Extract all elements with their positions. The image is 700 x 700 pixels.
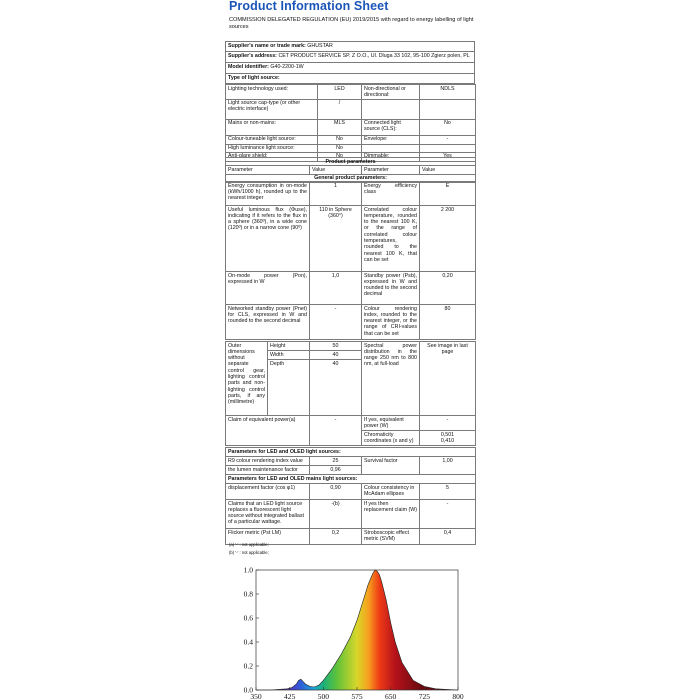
mains-row (226, 500, 476, 529)
networked-standby-label: Networked standby power (Pnet) for CLS, expressed in W and rounded to the second decimal (226, 305, 310, 340)
energy-class-label: Energy efficiency class (362, 182, 420, 206)
mains-parameters-table (225, 483, 476, 545)
spectral-power-chart (232, 560, 468, 700)
y-tick-label: 0.6 (243, 613, 253, 623)
footnote-a: (a) '-' : not applicable; (229, 542, 269, 547)
dimensions-table (225, 341, 476, 416)
col-value-1: Value (310, 166, 362, 174)
depth-label: Depth (268, 360, 310, 416)
type-value: No (318, 152, 362, 161)
type-value: No (318, 144, 362, 152)
height-label: Height (268, 342, 310, 351)
cct-value: 2 200 (420, 206, 476, 272)
col-parameter-2: Parameter (362, 166, 420, 174)
x-tick-label: 575 (351, 692, 363, 700)
mains-value: 5 (420, 484, 476, 500)
width-value: 40 (310, 351, 362, 360)
mains-value: 0,2 (310, 529, 362, 545)
equivalent-power-table (225, 415, 476, 446)
type-label: Envelope: (362, 135, 420, 144)
depth-value: 40 (310, 360, 362, 416)
x-tick-label: 650 (385, 692, 397, 700)
type-value (420, 144, 476, 152)
standby-power-value: 0,20 (420, 272, 476, 305)
mains-value: -(b) (310, 500, 362, 529)
type-label: High luminance light source: (226, 144, 318, 152)
spd-value: See image in last page (420, 342, 476, 416)
led-parameters-table (225, 447, 476, 484)
type-value: LED (318, 85, 362, 100)
type-value: NDLS (420, 85, 476, 100)
type-row (226, 119, 476, 135)
mains-label: Flicker metric (Pst LM) (226, 529, 310, 545)
product-parameters-table (225, 157, 476, 183)
supplier-table (225, 41, 475, 84)
mains-label: Stroboscopic effect metric (SVM) (362, 529, 420, 545)
product-parameters-heading: Product parameters (226, 158, 476, 166)
ifyes-equivalent-label: If yes, equivalent power (W) (362, 416, 420, 431)
supplier-name-row (226, 42, 475, 52)
general-parameters-table (225, 181, 476, 340)
y-tick-label: 1.0 (243, 565, 253, 575)
luminous-flux-value: 110 in Sphere (360°) (310, 206, 362, 272)
r9-value: 25 (310, 457, 362, 466)
mains-label: displacement factor (cos φ1) (226, 484, 310, 500)
x-tick-label: 350 (250, 692, 262, 700)
type-value (420, 99, 476, 119)
cri-value: 80 (420, 305, 476, 340)
type-label: Lighting technology used: (226, 85, 318, 100)
energy-consumption-value: 1 (310, 182, 362, 206)
mains-label: Colour consistency in McAdam ellipses (362, 484, 420, 500)
mains-value: 0,4 (420, 529, 476, 545)
cct-label: Correlated colour temperature, rounded to the nearest 100 K, or the range of correlated colour temperatures, rounded to the nearest 100 K, that can be set (362, 206, 420, 272)
supplier-address-value: CET PRODUCT SERVICE SP. Z O.O., Ul. Dluga 33 102, 95-100 Zgierz polen, PL (278, 52, 470, 59)
on-mode-power-label: On-mode power (Pon), expressed in W (226, 272, 310, 305)
lumen-maintenance-label: the lumen maintenance factor (226, 466, 310, 475)
type-label: Dimmable: (362, 152, 420, 161)
mains-parameters-heading: Parameters for LED and OLED mains light sources: (226, 475, 476, 484)
chromaticity-value (420, 431, 476, 446)
type-value: No (318, 135, 362, 144)
footnotes (229, 541, 269, 557)
model-identifier-label: Model identifier: (228, 63, 269, 70)
lumen-maintenance-value: 0,96 (310, 466, 362, 475)
x-tick-label: 425 (284, 692, 296, 700)
outer-dimensions-label: Outer dimensions without separate control gear, lighting control parts and non-lighting control parts, if any (millimetre) (226, 342, 268, 416)
y-tick-label: 0.8 (243, 589, 253, 599)
y-tick-label: 0.4 (243, 637, 253, 647)
col-value-2: Value (420, 166, 476, 174)
energy-consumption-label: Energy consumption in on-mode (kWh/1000 h), rounded up to the nearest integer (226, 182, 310, 206)
networked-standby-value: - (310, 305, 362, 340)
type-label: Anti-glare shield: (226, 152, 318, 161)
type-label: Light source cap-type (or other electric interface) (226, 99, 318, 119)
mains-label: Claims that an LED light source replaces a fluorescent light source without integrated ballast of a particular wattage. (226, 500, 310, 529)
height-value: 50 (310, 342, 362, 351)
cri-label: Colour rendering index, rounded to the nearest integer, or the range of CRI-values that can be set (362, 305, 420, 340)
type-label (362, 99, 420, 119)
supplier-address-row (226, 52, 475, 63)
mains-value: 0,90 (310, 484, 362, 500)
general-parameters-heading: General product parameters: (226, 174, 476, 182)
type-table (225, 84, 476, 162)
type-row (226, 144, 476, 152)
standby-power-label: Standby power (Psb), expressed in W and rounded to the second decimal (362, 272, 420, 305)
survival-factor-label: Survival factor (362, 457, 420, 475)
mains-value: - (420, 500, 476, 529)
type-label (362, 144, 420, 152)
chromaticity-y: 0,410 (440, 437, 455, 444)
model-identifier-row (226, 63, 475, 74)
supplier-name-value: GHUSTAR (307, 42, 333, 49)
type-value: Yes (420, 152, 476, 161)
page-title: Product Information Sheet (229, 0, 389, 13)
type-row (226, 135, 476, 144)
chromaticity-label: Chromaticity coordinates (x and y) (362, 431, 420, 446)
type-label: Colour-tuneable light source: (226, 135, 318, 144)
spd-label: Spectral power distribution in the range 250 nm to 800 nm, at full-load (362, 342, 420, 416)
supplier-name-label: Supplier's name or trade mark: (228, 42, 306, 49)
on-mode-power-value: 1,0 (310, 272, 362, 305)
mains-row (226, 484, 476, 500)
y-tick-label: 0.0 (243, 685, 253, 695)
supplier-address-label: Supplier's address: (228, 52, 277, 59)
claim-equivalent-label: Claim of equivalent power(a) (226, 416, 310, 446)
footnote-b: (b) '-' : not applicable; (229, 550, 269, 555)
energy-class-value: E (420, 182, 476, 206)
type-value: No (420, 119, 476, 135)
model-identifier-value: G40-2200-1W (270, 63, 304, 70)
claim-equivalent-value: - (310, 416, 362, 446)
col-parameter-1: Parameter (226, 166, 310, 174)
regulation-text: COMMISSION DELEGATED REGULATION (EU) 2019/2015 with regard to energy labelling of light sources (229, 17, 474, 30)
type-value: / (318, 99, 362, 119)
luminous-flux-label: Useful luminous flux (Φuse), indicating if it refers to the flux in a sphere (360º), in a wide cone (120º) or in a narrow cone (90º) (226, 206, 310, 272)
chromaticity-x: 0,501 (440, 431, 455, 438)
r9-label: R9 colour rendering index value (226, 457, 310, 466)
x-tick-label: 725 (418, 692, 430, 700)
x-tick-label: 800 (452, 692, 464, 700)
type-label: Mains or non-mains: (226, 119, 318, 135)
type-label: Non-directional or directional: (362, 85, 420, 100)
type-value: - (420, 135, 476, 144)
led-parameters-heading: Parameters for LED and OLED light sources: (226, 448, 476, 457)
spectrum-area (256, 570, 458, 690)
x-tick-label: 500 (317, 692, 329, 700)
type-value: MLS (318, 119, 362, 135)
type-row (226, 85, 476, 100)
y-tick-label: 0.2 (243, 661, 253, 671)
mains-label: If yes then replacement claim (W) (362, 500, 420, 529)
ifyes-equivalent-value: - (420, 416, 476, 431)
type-heading: Type of light source: (226, 74, 475, 84)
type-row (226, 99, 476, 119)
survival-factor-value: 1,00 (420, 457, 476, 475)
width-label: Width (268, 351, 310, 360)
type-label: Connected light source (CLS): (362, 119, 420, 135)
